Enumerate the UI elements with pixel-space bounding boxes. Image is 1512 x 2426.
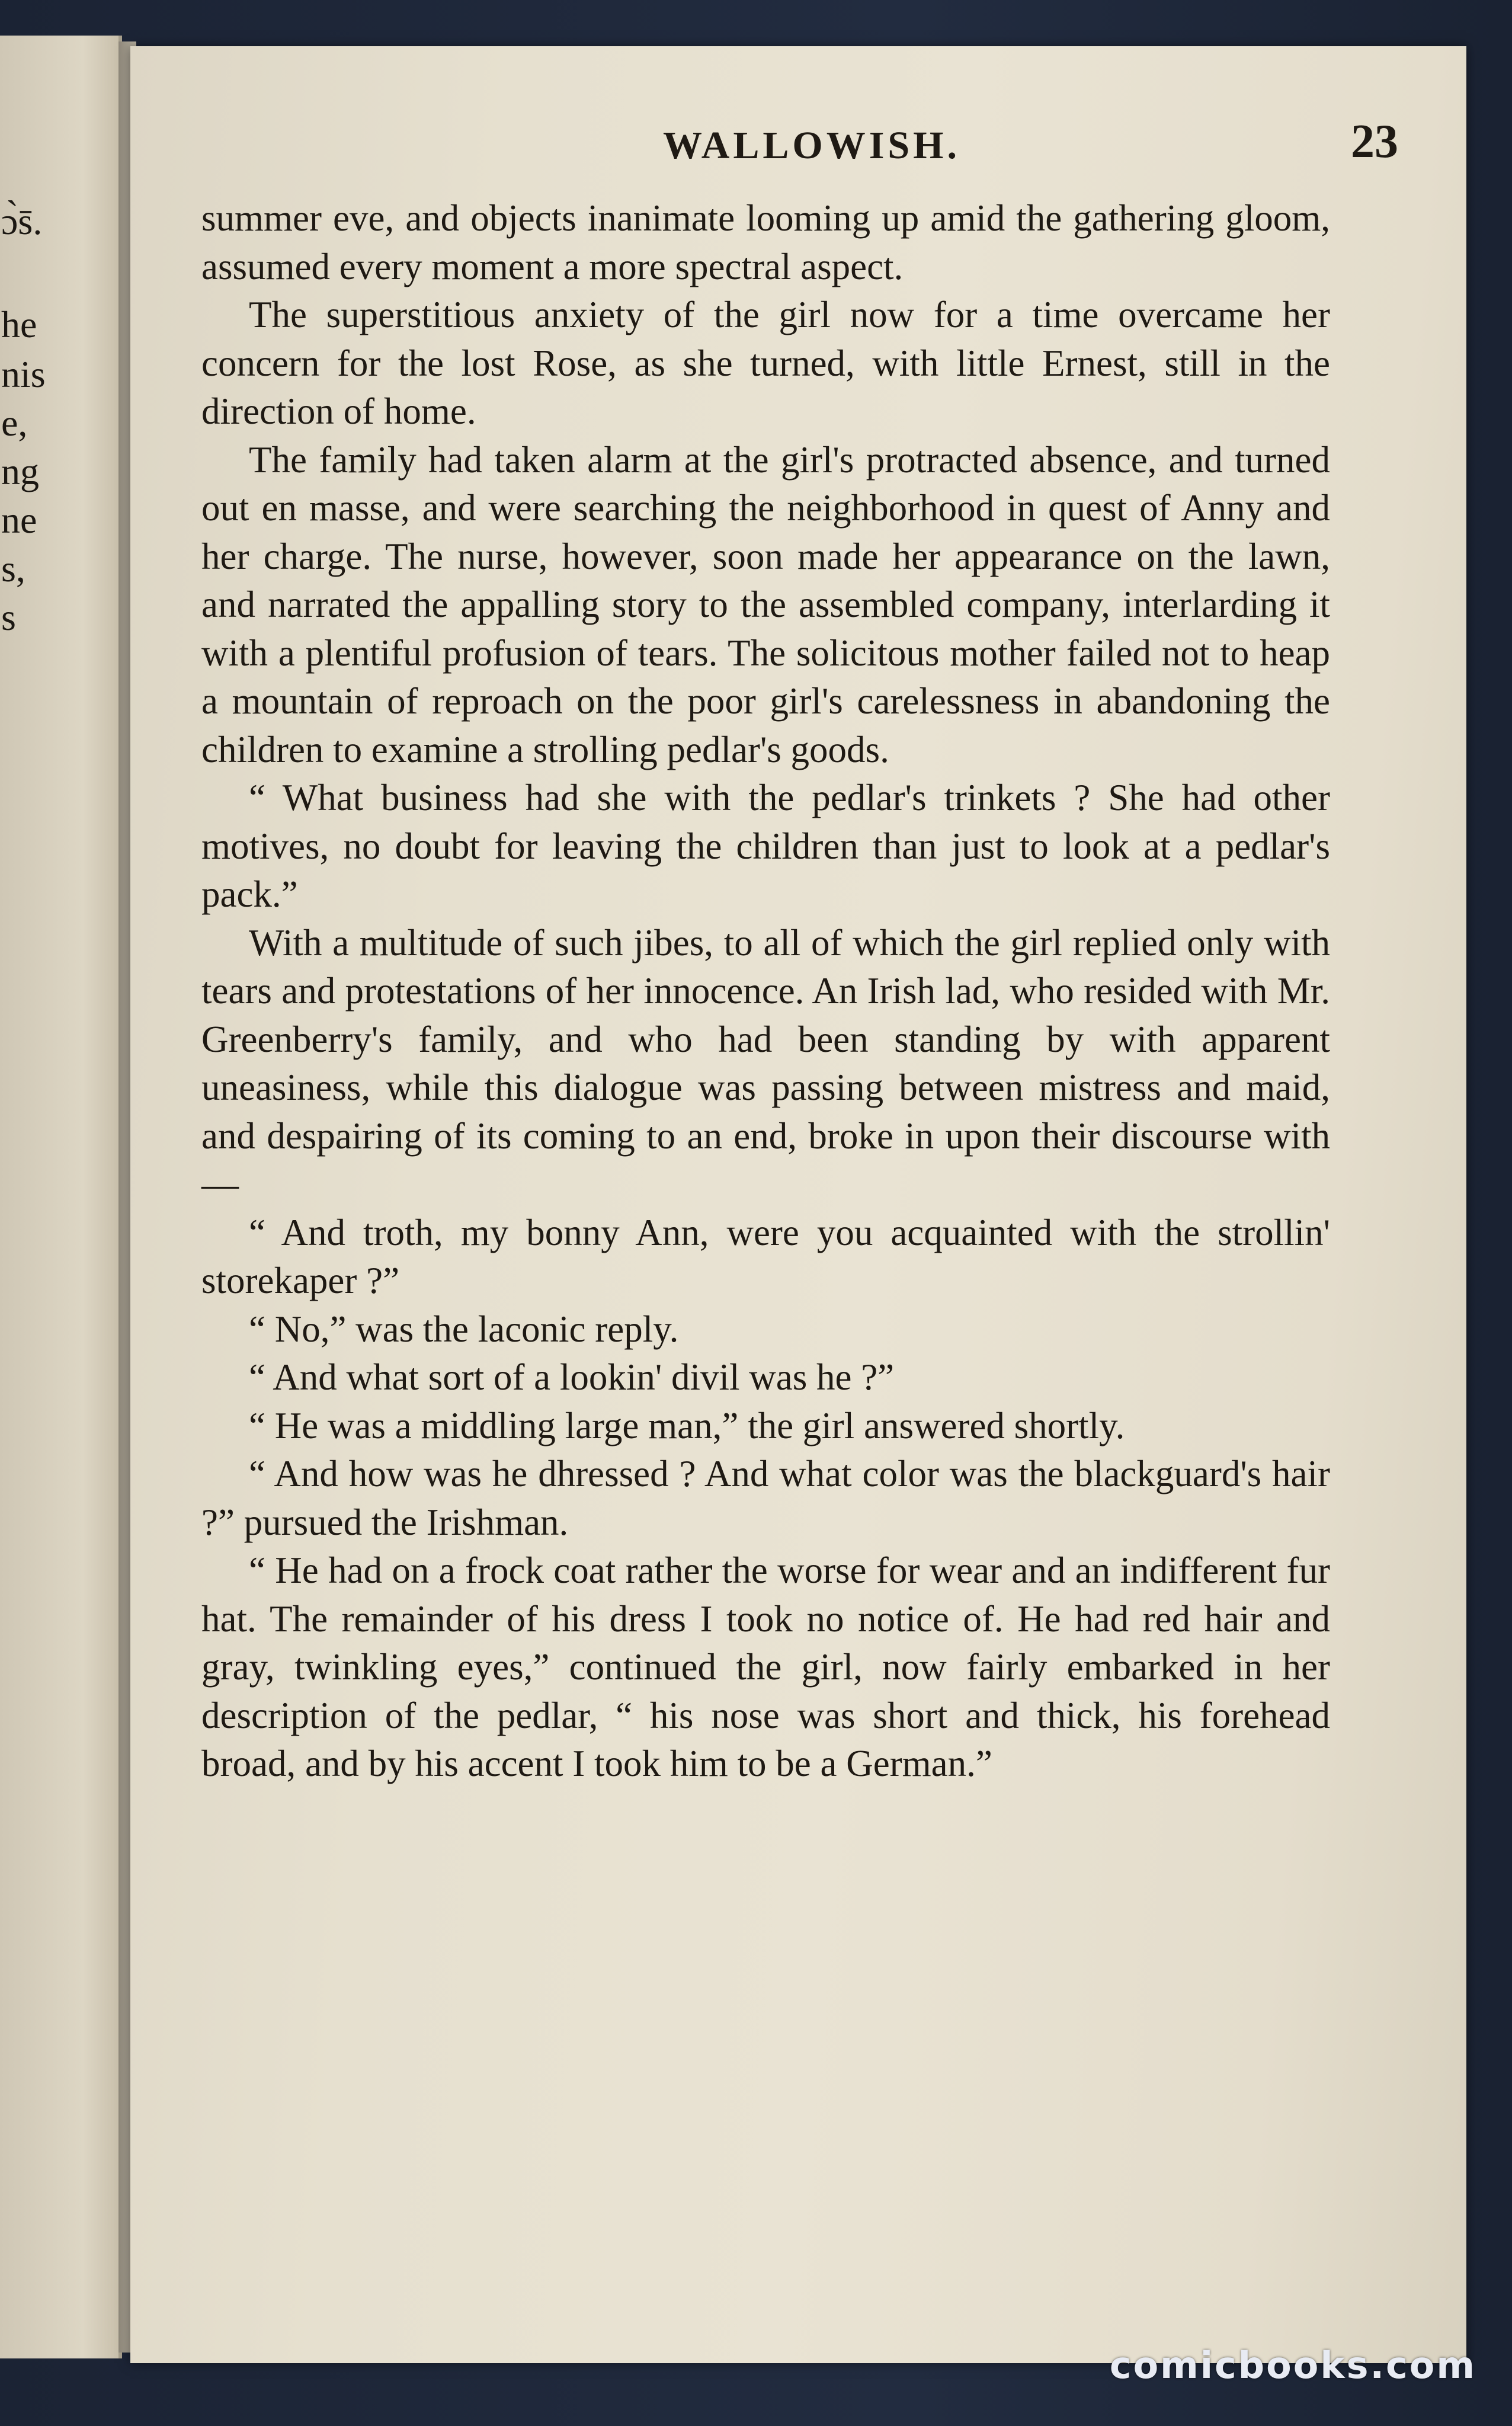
fragment-text: s [1, 596, 16, 638]
page-number: 23 [1351, 116, 1398, 168]
paragraph: “ He had on a frock coat rather the worse for wear and an indifferent fur hat. The remainder of his dress I took no notice of. He had red hair and gray, twinkling eyes,” continued the girl, now fairly embarked in her description of the pedlar, “ his nose was short and thick, his forehead broad, and by his accent I took him to be a German.” [201, 1550, 1330, 1784]
fragment-text: ɔ̀s̄. [1, 200, 43, 242]
paragraph: “ And troth, my bonny Ann, were you acquainted with the strollin' storekaper ?” [201, 1211, 1330, 1301]
paragraph: “ He was a middling large man,” the girl answered shortly. [249, 1404, 1125, 1446]
fragment-text: ng [1, 450, 39, 492]
watermark: comicbooks.com [1109, 2344, 1476, 2387]
paragraph: “ What business had she with the pedlar's trinkets ? She had other motives, no doubt for leaving the children than just to look at a pedlar's pack.” [201, 777, 1330, 915]
fragment-text: he [1, 303, 37, 345]
paragraph: “ No,” was the laconic reply. [249, 1308, 679, 1350]
previous-page-edge [0, 36, 122, 2358]
paragraph: summer eve, and objects inanimate looming up amid the gathering gloom, assumed every moment a more spectral aspect. [201, 197, 1330, 287]
book-page [130, 46, 1466, 2363]
paragraph: With a multitude of such jibes, to all of which the girl replied only with tears and protestations of her innocence. An Irish lad, who resided with Mr. Greenberry's family, and who had been standing by with apparent uneasiness, while this dialogue was passing between mistress and maid, and despairing of its coming to an end, broke in upon their discourse with— [201, 921, 1330, 1205]
paragraph: “ And what sort of a lookin' divil was he ?” [249, 1356, 895, 1398]
fragment-text: nis [1, 353, 46, 395]
paragraph: “ And how was he dhressed ? And what color was the blackguard's hair ?” pursued the Irishman. [201, 1453, 1330, 1543]
fragment-text: ne [1, 499, 37, 541]
page-header [207, 116, 1416, 183]
running-title: WALLOWISH. [663, 124, 960, 167]
body-text [201, 194, 1330, 1788]
paragraph: The superstitious anxiety of the girl now for a time overcame her concern for the lost Rose, as she turned, with little Ernest, still in the direction of home. [201, 294, 1330, 432]
fragment-text: e, [1, 402, 28, 444]
fragment-text: s, [1, 548, 25, 590]
paragraph: The family had taken alarm at the girl's protracted absence, and turned out en masse, and were searching the neighborhood in quest of Anny and her charge. The nurse, however, soon made her appearance on the lawn, and narrated the appalling story to the assembled company, interlarding it with a plentiful profusion of tears. The solicitous mother failed not to heap a mountain of reproach on the poor girl's carelessness in abandoning the children to examine a strolling pedlar's goods. [201, 439, 1330, 770]
